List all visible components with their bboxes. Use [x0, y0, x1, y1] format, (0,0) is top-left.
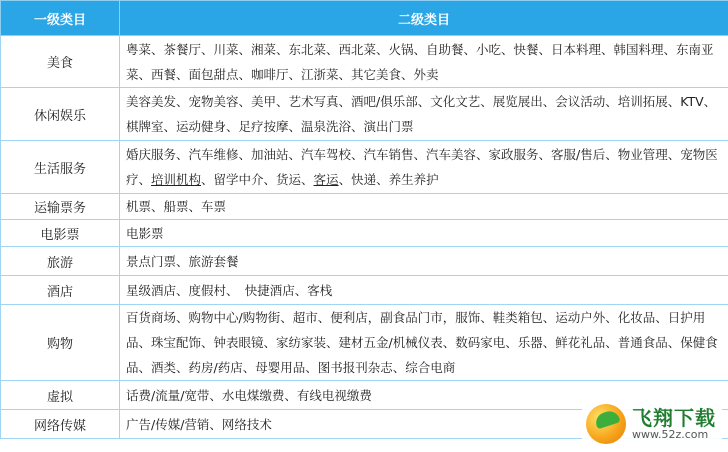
site-logo-icon: [586, 404, 626, 444]
primary-category-cell: 酒店: [1, 276, 120, 305]
table-row: [1, 220, 728, 247]
primary-category-cell: 美食: [1, 36, 120, 88]
secondary-category-cell: 广告/传媒/营销、网络技术: [120, 410, 728, 439]
watermark-url: www.52z.com: [632, 427, 709, 441]
table-row: [1, 247, 728, 276]
secondary-link-passenger-transport[interactable]: 客运: [313, 172, 339, 187]
primary-category-cell: 休闲娱乐: [1, 88, 120, 141]
table-header-row: [1, 1, 728, 36]
secondary-category-cell: 粤菜、茶餐厅、川菜、湘菜、东北菜、西北菜、火锅、自助餐、小吃、快餐、日本料理、韩国料理、东南亚菜、西餐、面包甜点、咖啡厅、江浙菜、其它美食、外卖: [120, 36, 728, 88]
primary-category-cell: 购物: [1, 305, 120, 381]
secondary-link-training[interactable]: 培训机构: [151, 172, 202, 187]
header-secondary-category: 二级类目: [120, 1, 728, 36]
primary-category-cell: 运输票务: [1, 194, 120, 220]
secondary-category-cell: 百货商场、购物中心/购物街、超市、便利店，副食品门市，服饰、鞋类箱包、运动户外、化妆品、日护用品、珠宝配饰、钟表眼镜、家纺家装、建材五金/机械仪表、数码家电、乐器、鲜花礼品、普通食品、保健食品、酒类、药房/药店、母婴用品、图书报刊杂志、综合电商: [120, 305, 728, 381]
primary-category-cell: 生活服务: [1, 141, 120, 194]
table-row: [1, 305, 728, 381]
secondary-category-cell: 机票、船票、车票: [120, 194, 728, 220]
primary-category-cell: 网络传媒: [1, 410, 120, 439]
secondary-category-cell: 话费/流量/宽带、水电煤缴费、有线电视缴费: [120, 381, 728, 410]
watermark-text: [632, 407, 716, 441]
secondary-text: 、留学中介、货运、: [201, 172, 314, 187]
watermark-title: 飞翔下载: [632, 405, 716, 430]
header-primary-category: 一级类目: [1, 1, 120, 36]
primary-category-cell: 旅游: [1, 247, 120, 276]
secondary-category-cell: 电影票: [120, 220, 728, 247]
site-watermark: [582, 402, 722, 446]
table-row: [1, 88, 728, 141]
secondary-category-cell: 星级酒店、度假村、 快捷酒店、客栈: [120, 276, 728, 305]
table-row: [1, 194, 728, 220]
secondary-category-cell: [120, 141, 728, 194]
primary-category-cell: 虚拟: [1, 381, 120, 410]
primary-category-cell: 电影票: [1, 220, 120, 247]
table-row: [1, 141, 728, 194]
secondary-text: 、快递、养生养护: [338, 172, 439, 187]
table-row: [1, 36, 728, 88]
secondary-text: 婚庆服务、汽车维修、加油站、汽车驾校、汽车销售、汽车美容、家政服务、客服/售后、物业管理、宠物医疗、: [126, 147, 718, 187]
secondary-category-cell: 美容美发、宠物美容、美甲、艺术写真、酒吧/俱乐部、文化文艺、展览展出、会议活动、培训拓展、KTV、棋牌室、运动健身、足疗按摩、温泉洗浴、演出门票: [120, 88, 728, 141]
table-row: [1, 276, 728, 305]
secondary-category-cell: 景点门票、旅游套餐: [120, 247, 728, 276]
